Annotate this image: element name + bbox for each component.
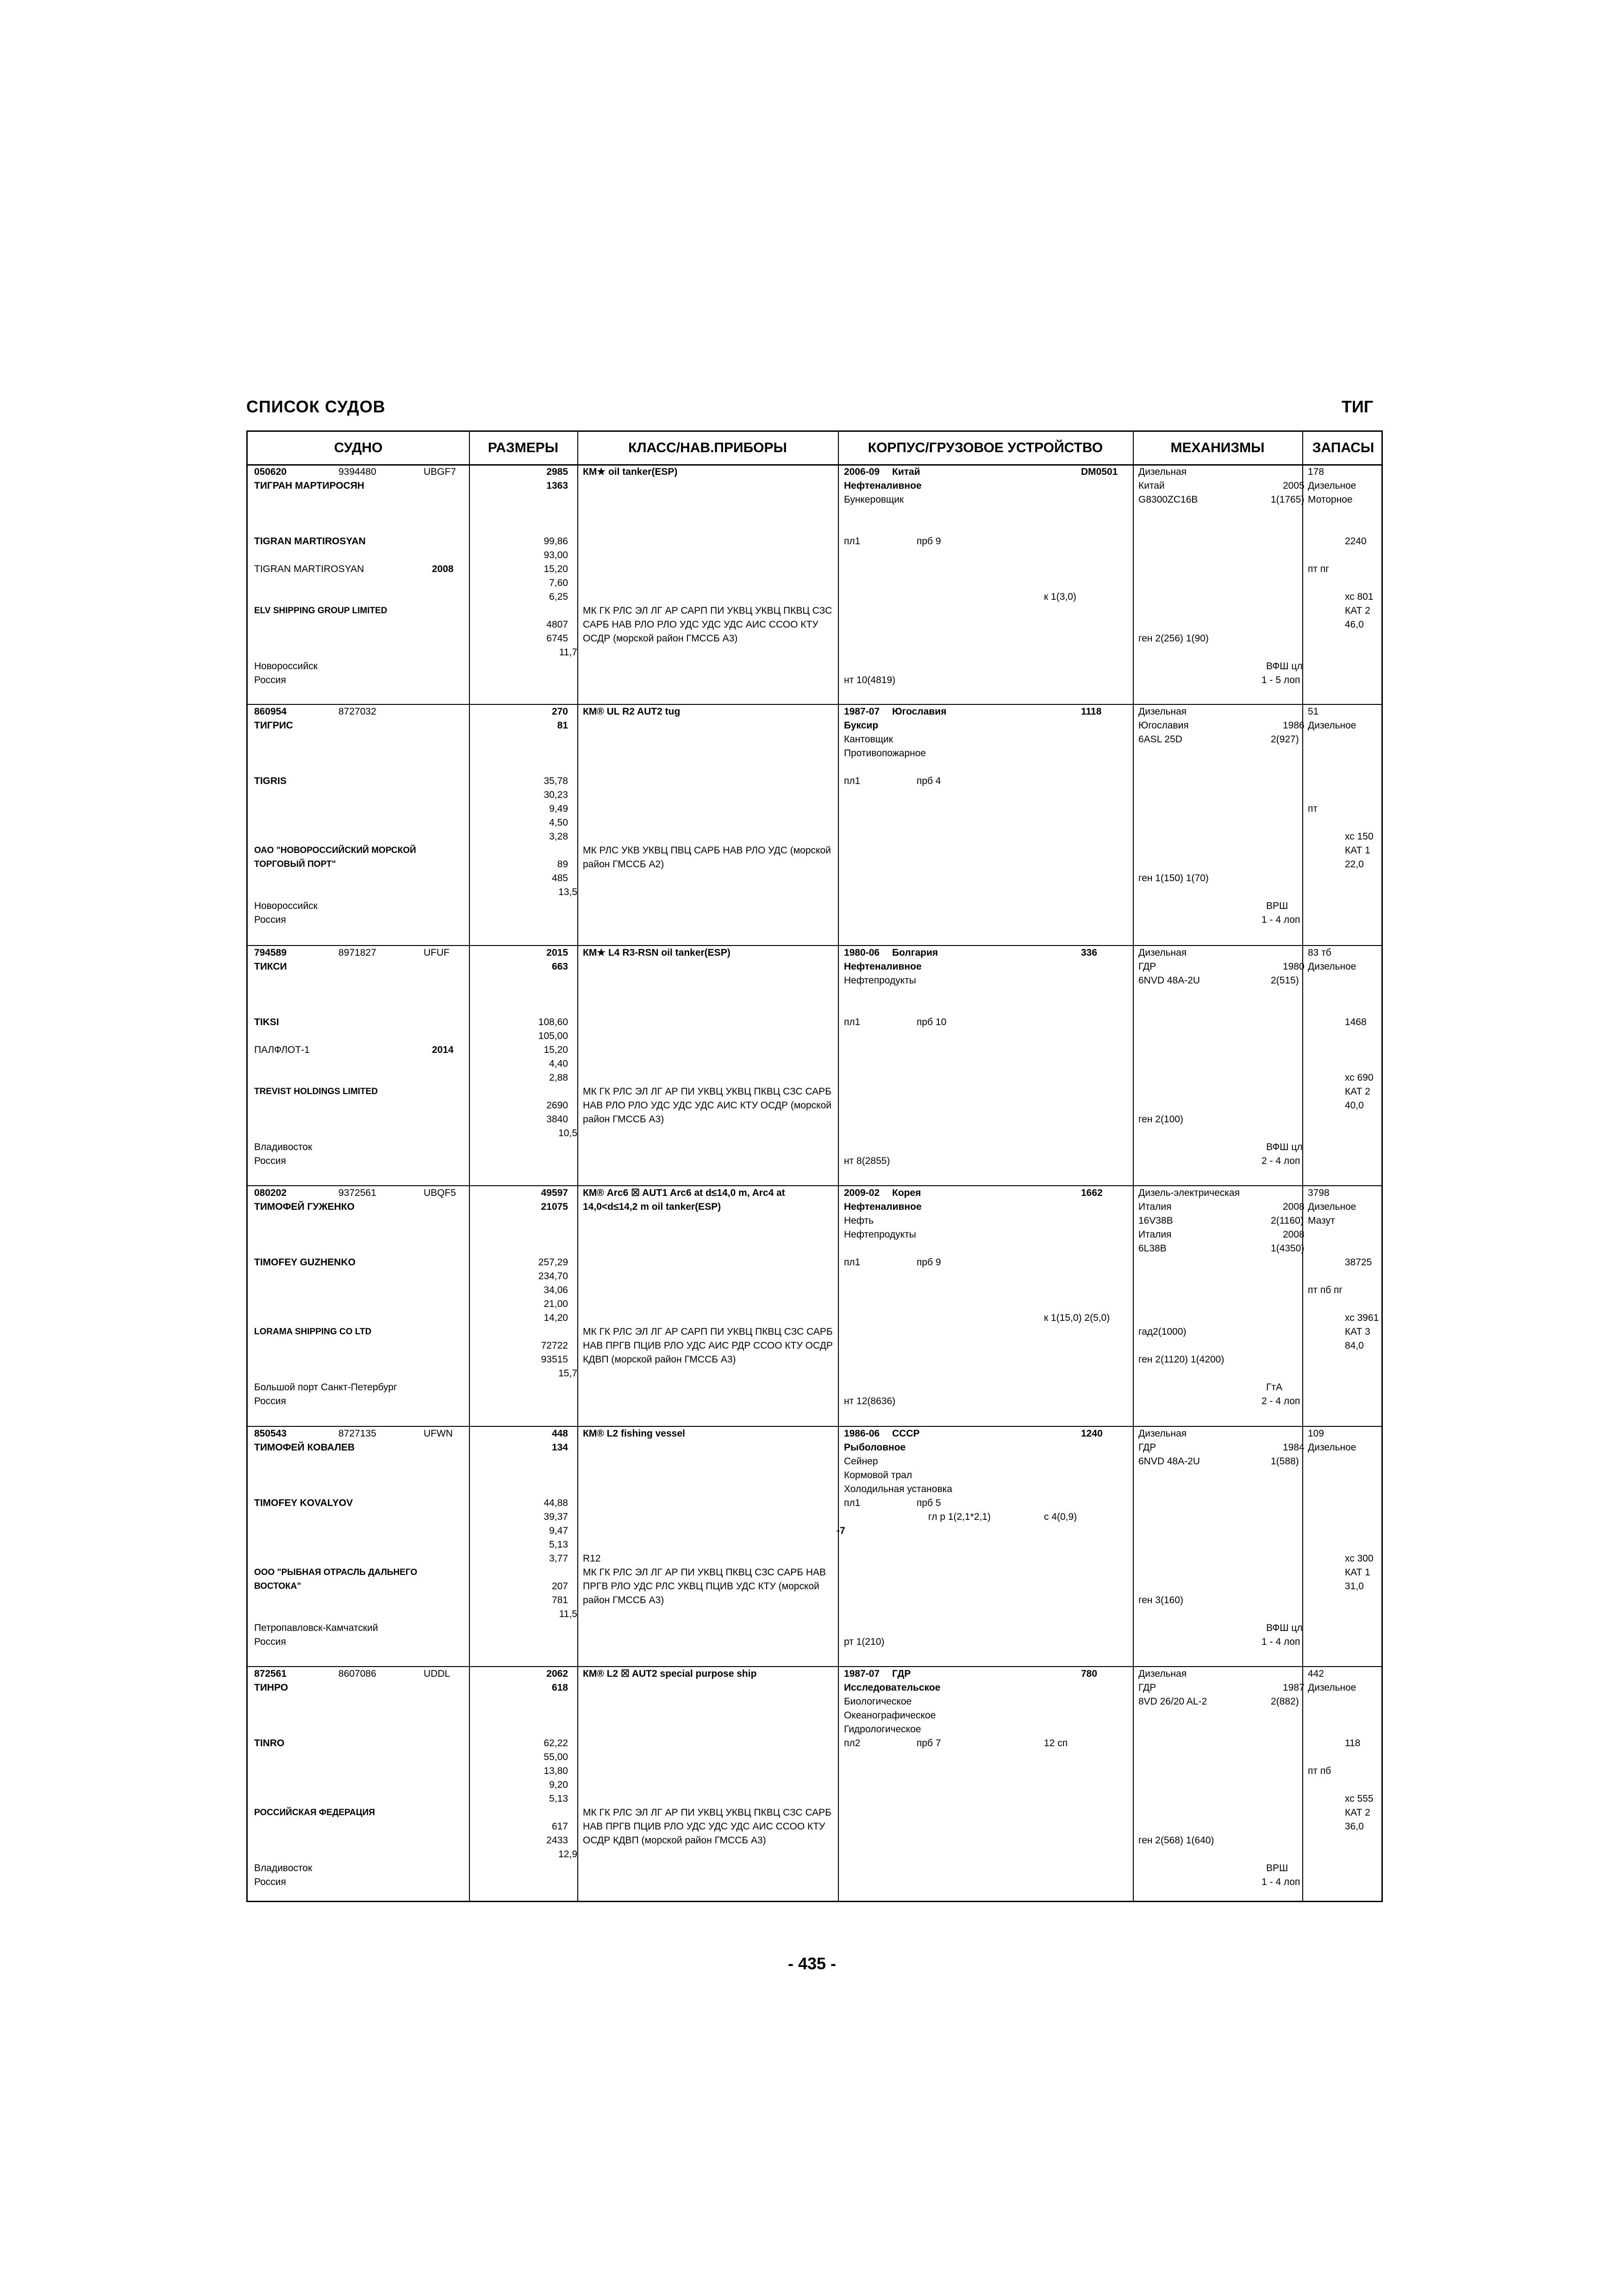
stores-category: КАТ 2 [1345, 605, 1370, 616]
ship-name: ТИКСИ [254, 961, 287, 972]
flag: Россия [254, 915, 286, 925]
former-year: 2014 [432, 1045, 454, 1055]
build-country: Болгария [892, 947, 938, 958]
dimension-value: 21075 [541, 1201, 568, 1212]
class-notation: КМ® L2 fishing vessel [583, 1428, 685, 1439]
dimension-value: 134 [551, 1442, 568, 1453]
engine-model: 8VD 26/20 AL-2 [1138, 1696, 1207, 1707]
dimension-value: 49597 [541, 1188, 568, 1198]
dimension-value: 4807 [546, 619, 568, 630]
engine-type: Дизельная [1138, 947, 1187, 958]
dimension-value: 2015 [546, 947, 568, 958]
nav-equipment: МК ГК РЛС ЭЛ ЛГ АР ПИ УКВЦ УКВЦ ПКВЦ СЗС САРБ НАВ ПРГВ ПЦИВ РЛО УДС УДС УДС АИС ССОО КТУ ОСДР КДВП (морской район ГМССБ А3) [583, 1807, 831, 1846]
stores-fuel: Дизельное [1308, 1442, 1356, 1453]
dimension-value: 15,20 [543, 564, 568, 574]
engine-year: 1984 [1283, 1442, 1305, 1453]
ship-name-latin: TIGRAN MARTIROSYAN [254, 536, 366, 547]
call-sign: UDDL [424, 1668, 450, 1679]
reg-number: 080202 [254, 1188, 287, 1198]
ship-name-latin: TIGRIS [254, 776, 287, 786]
bulkheads: прб 9 [917, 536, 941, 547]
engine-model: 6ASL 25D [1138, 734, 1182, 745]
dimension-value: 5,13 [549, 1539, 568, 1550]
owner: ОАО "НОВОРОССИЙСКИЙ МОРСКОЙ ТОРГОВЫЙ ПОРТ" [254, 846, 416, 869]
ship-subtype: Нефтепродукты [844, 975, 916, 986]
imo-number: 8727032 [338, 706, 376, 717]
flag: Россия [254, 675, 286, 685]
dimension-value: 93515 [541, 1354, 568, 1365]
former-name: ПАЛФЛОТ-1 [254, 1045, 310, 1055]
generators: ген 2(100) [1138, 1114, 1184, 1125]
generators: ген 1(150) 1(70) [1138, 873, 1209, 884]
former-name: TIGRAN MARTIROSYAN [254, 564, 364, 574]
stores-value: 36,0 [1345, 1821, 1364, 1832]
ship-name-latin: TIMOFEY KOVALYOV [254, 1498, 353, 1508]
nav-equipment: МК ГК РЛС ЭЛ ЛГ АР САРП ПИ УКВЦ УКВЦ ПКВЦ СЗС САРБ НАВ РЛО РЛО УДС УДС УДС АИС ССОО КТУ ОСДР (морской район ГМССБ А3) [583, 605, 832, 644]
ice-note: -7 [837, 1525, 845, 1536]
stores-capacity: 178 [1308, 467, 1324, 477]
engine-type: Дизель-электрическая [1138, 1188, 1240, 1198]
nt-count: нт 12(8636) [844, 1396, 896, 1406]
bulkheads: прб 4 [917, 776, 941, 786]
generators: ген 2(1120) 1(4200) [1138, 1354, 1224, 1365]
propeller-blades: 1 - 4 лоп [1262, 1877, 1300, 1887]
stores-range: 1468 [1345, 1017, 1367, 1027]
stores-fuel-2: Моторное [1308, 494, 1353, 505]
dimension-value: 15,20 [543, 1045, 568, 1055]
stores-category: КАТ 1 [1345, 1567, 1370, 1578]
page-number: - 435 - [787, 1954, 837, 1973]
build-country: Корея [892, 1188, 921, 1198]
dimension-value: 663 [551, 961, 568, 972]
engine-power: 1(1765) [1271, 494, 1305, 505]
dimension-value: 781 [551, 1595, 568, 1605]
stores-fuel: Дизельное [1308, 480, 1356, 491]
engine-type: Дизельная [1138, 467, 1187, 477]
build-date: 2006-09 [844, 467, 880, 477]
home-port: Новороссийск [254, 901, 318, 911]
stores-xs: хс 150 [1345, 831, 1374, 842]
nt-count: рт 1(210) [844, 1636, 885, 1647]
imo-number: 8727135 [338, 1428, 376, 1439]
ship-type: Нефтеналивное [844, 480, 922, 491]
bulkheads: прб 7 [917, 1738, 941, 1748]
build-date: 1987-07 [844, 706, 880, 717]
propeller: ГтА [1266, 1382, 1282, 1393]
imo-number: 9372561 [338, 1188, 376, 1198]
stores-value: 31,0 [1345, 1581, 1364, 1592]
stores-range: 38725 [1345, 1257, 1372, 1268]
stores-value: 84,0 [1345, 1340, 1364, 1351]
owner: ELV SHIPPING GROUP LIMITED [254, 606, 387, 616]
stores-supplies: пт пб [1308, 1766, 1331, 1776]
dimension-value: 10,5 [558, 1128, 577, 1139]
build-country: ГДР [892, 1668, 911, 1679]
dimension-value: 62,22 [543, 1738, 568, 1748]
dimension-value: 234,70 [538, 1271, 568, 1282]
dimension-value: 72722 [541, 1340, 568, 1351]
stores-category: КАТ 2 [1345, 1086, 1370, 1097]
dimension-value: 207 [551, 1581, 568, 1592]
cargo-equipment: к 1(3,0) [1044, 591, 1076, 602]
yard-number: DM0501 [1081, 467, 1118, 477]
propeller: ВФШ цл [1266, 1623, 1303, 1633]
dimension-value: 6745 [546, 633, 568, 644]
engine-model: 16V38B [1138, 1215, 1173, 1226]
propeller: ВФШ цл [1266, 1142, 1303, 1152]
dimension-value: 3,28 [549, 831, 568, 842]
ship-type: Нефтеналивное [844, 961, 922, 972]
decks: пл2 [844, 1738, 861, 1748]
ship-subtype: Сейнер [844, 1456, 878, 1467]
ship-subtype: Нефть [844, 1215, 874, 1226]
stores-range: 118 [1345, 1738, 1361, 1748]
col-header-machinery: МЕХАНИЗМЫ [1170, 440, 1265, 455]
ship-type: Исследовательское [844, 1682, 941, 1693]
dimension-value: 35,78 [543, 776, 568, 786]
dimension-value: 3,77 [549, 1553, 568, 1564]
yard-number: 336 [1081, 947, 1098, 958]
engine-country-2: Италия [1138, 1229, 1172, 1240]
owner: ООО "РЫБНАЯ ОТРАСЛЬ ДАЛЬНЕГО ВОСТОКА" [254, 1568, 418, 1591]
build-date: 1980-06 [844, 947, 880, 958]
dimension-value: 44,88 [543, 1498, 568, 1508]
stores-fuel: Дизельное [1308, 1201, 1356, 1212]
home-port: Новороссийск [254, 661, 318, 672]
ship-name: ТИМОФЕЙ ГУЖЕНКО [254, 1201, 355, 1212]
bulkheads: прб 9 [917, 1257, 941, 1268]
class-notation: КМ★ L4 R3-RSN oil tanker(ESP) [583, 947, 731, 958]
dimension-value: 485 [551, 873, 568, 884]
former-year: 2008 [432, 564, 454, 574]
engine-year: 1980 [1283, 961, 1305, 972]
imo-number: 8971827 [338, 947, 376, 958]
reg-number: 050620 [254, 467, 287, 477]
cargo-equipment: к 1(15,0) 2(5,0) [1044, 1313, 1110, 1323]
engine-year: 1987 [1283, 1682, 1305, 1693]
dimension-value: 21,00 [543, 1299, 568, 1309]
propeller: ВФШ цл [1266, 661, 1303, 672]
ship-name-latin: TIKSI [254, 1017, 279, 1027]
nav-equipment: МК ГК РЛС ЭЛ ЛГ АР ПИ УКВЦ УКВЦ ПКВЦ СЗС САРБ НАВ РЛО РЛО УДС УДС УДС АИС КТУ ОСДР (морской район ГМССБ А3) [583, 1086, 831, 1125]
build-country: СССР [892, 1428, 920, 1439]
call-sign: UFUF [424, 947, 450, 958]
stores-xs: хс 555 [1345, 1793, 1374, 1804]
class-notation: КМ® Arc6 ☒ AUT1 Arc6 at d≤14,0 m, Arc4 at 14,0<d≤14,2 m oil tanker(ESP) [583, 1188, 785, 1212]
dimension-value: 2985 [546, 467, 568, 477]
home-port: Владивосток [254, 1142, 312, 1152]
engine-power: 2(927) [1271, 734, 1299, 745]
decks: пл1 [844, 776, 861, 786]
dimension-value: 9,47 [549, 1525, 568, 1536]
ship-subtype-3: Гидрологическое [844, 1724, 921, 1735]
stores-supplies: пт пб пг [1308, 1285, 1343, 1295]
dimension-value: 4,50 [549, 817, 568, 828]
col-header-class: КЛАСС/НАВ.ПРИБОРЫ [628, 440, 787, 455]
cargo-equipment: 12 сп [1044, 1738, 1068, 1748]
engine-country: ГДР [1138, 961, 1156, 972]
stores-value: 46,0 [1345, 619, 1364, 630]
ship-subtype: Бункеровщик [844, 494, 904, 505]
dimension-value: 99,86 [543, 536, 568, 547]
dimension-value: 108,60 [538, 1017, 568, 1027]
dimension-value: 34,06 [543, 1285, 568, 1295]
dimension-value: 30,23 [543, 790, 568, 800]
propeller-blades: 1 - 4 лоп [1262, 915, 1300, 925]
engine-power: 1(588) [1271, 1456, 1299, 1467]
section-title: ТИГ [1342, 397, 1374, 416]
engine-type: Дизельная [1138, 706, 1187, 717]
flag: Россия [254, 1156, 286, 1166]
nt-count: нт 8(2855) [844, 1156, 890, 1166]
propeller: ВРШ [1266, 1863, 1288, 1873]
dimension-value: 55,00 [543, 1752, 568, 1762]
stores-xs: хс 690 [1345, 1072, 1374, 1083]
page-title: СПИСОК СУДОВ [246, 397, 386, 416]
nav-equipment: МК ГК РЛС ЭЛ ЛГ АР САРП ПИ УКВЦ ПКВЦ СЗС САРБ НАВ ПРГВ ПЦИВ РЛО УДС АИС РДР ССОО КТУ ОСДР КДВП (морской район ГМССБ А3) [583, 1326, 833, 1365]
nt-count: нт 10(4819) [844, 675, 896, 685]
dimension-value: 4,40 [549, 1058, 568, 1069]
dimension-value: 9,49 [549, 803, 568, 814]
stores-xs: хс 801 [1345, 591, 1374, 602]
engine-power: 2(882) [1271, 1696, 1299, 1707]
dimension-value: 13,80 [543, 1766, 568, 1776]
home-port: Владивосток [254, 1863, 312, 1873]
decks: пл1 [844, 1498, 861, 1508]
reg-number: 850543 [254, 1428, 287, 1439]
dimension-value: 2690 [546, 1100, 568, 1111]
col-header-stores: ЗАПАСЫ [1312, 440, 1374, 455]
nav-equipment: МК ГК РЛС ЭЛ ЛГ АР ПИ УКВЦ ПКВЦ СЗС САРБ НАВ ПРГВ РЛО УДС РЛС УКВЦ ПЦИВ УДС КТУ (морской район ГМССБ А3) [583, 1567, 826, 1605]
stores-capacity: 83 тб [1308, 947, 1331, 958]
flag: Россия [254, 1636, 286, 1647]
dimension-value: 618 [551, 1682, 568, 1693]
engine-power-2: 1(4350) [1271, 1243, 1305, 1254]
dimension-value: 448 [551, 1428, 568, 1439]
dimension-value: 93,00 [543, 550, 568, 560]
flag: Россия [254, 1396, 286, 1406]
dimension-value: 81 [557, 720, 568, 731]
engine-model: 6NVD 48A-2U [1138, 975, 1200, 986]
stores-fuel: Дизельное [1308, 720, 1356, 731]
dimension-value: 89 [557, 859, 568, 870]
ship-subtype-2: Противопожарное [844, 748, 926, 759]
col-header-dims: РАЗМЕРЫ [487, 440, 559, 455]
stores-capacity: 442 [1308, 1668, 1324, 1679]
stores-category: КАТ 2 [1345, 1807, 1370, 1818]
ship-name: ТИГРИС [254, 720, 294, 731]
ship-subtype-2: Океанографическое [844, 1710, 936, 1721]
imo-number: 8607086 [338, 1668, 376, 1679]
reg-number: 794589 [254, 947, 287, 958]
stores-fuel-2: Мазут [1308, 1215, 1335, 1226]
engine-year: 2008 [1283, 1201, 1305, 1212]
dimension-value: 257,29 [538, 1257, 568, 1268]
engine-country: ГДР [1138, 1442, 1156, 1453]
dimension-value: 2,88 [549, 1072, 568, 1083]
dimension-value: 5,13 [549, 1793, 568, 1804]
owner: РОССИЙСКАЯ ФЕДЕРАЦИЯ [254, 1808, 375, 1817]
call-sign: UFWN [424, 1428, 453, 1439]
stores-category: КАТ 3 [1345, 1326, 1370, 1337]
engine-country: Китай [1138, 480, 1165, 491]
nav-equipment: МК РЛС УКВ УКВЦ ПВЦ САРБ НАВ РЛО УДС (морской район ГМССБ А2) [583, 845, 831, 870]
ship-subtype-3: Холодильная установка [844, 1484, 952, 1494]
build-date: 1986-06 [844, 1428, 880, 1439]
dimension-value: 2433 [546, 1835, 568, 1846]
ship-type: Рыболовное [844, 1442, 906, 1453]
decks: пл1 [844, 536, 861, 547]
ship-name-latin: TIMOFEY GUZHENKO [254, 1257, 356, 1268]
propeller-blades: 1 - 5 лоп [1262, 675, 1300, 685]
dimension-value: 617 [551, 1821, 568, 1832]
col-header-hull: КОРПУС/ГРУЗОВОЕ УСТРОЙСТВО [868, 440, 1103, 455]
dimension-value: 105,00 [538, 1031, 568, 1041]
stores-xs: хс 300 [1345, 1553, 1374, 1564]
yard-number: 1118 [1081, 706, 1102, 717]
engine-power: 2(1160) [1271, 1215, 1304, 1226]
call-sign: UBGF7 [424, 467, 456, 477]
ship-type: Буксир [844, 720, 879, 731]
owner: LORAMA SHIPPING CO LTD [254, 1327, 372, 1337]
home-port: Петропавловск-Камчатский [254, 1623, 378, 1633]
generators: ген 2(256) 1(90) [1138, 633, 1209, 644]
engine-country: Югославия [1138, 720, 1189, 731]
stores-value: 22,0 [1345, 859, 1364, 870]
ship-name: ТИМОФЕЙ КОВАЛЕВ [254, 1442, 355, 1453]
stores-capacity: 3798 [1308, 1188, 1330, 1198]
class-notation: КМ® L2 ☒ AUT2 special purpose ship [583, 1668, 757, 1679]
owner: TREVIST HOLDINGS LIMITED [254, 1087, 378, 1096]
dimension-value: 12,9 [558, 1849, 577, 1860]
imo-number: 9394480 [338, 467, 376, 477]
col-header-ship: СУДНО [334, 440, 383, 455]
ship-subtype-2: Кормовой трал [844, 1470, 912, 1481]
engine-year: 1986 [1283, 720, 1305, 731]
build-date: 2009-02 [844, 1188, 880, 1198]
engine-year-2: 2008 [1283, 1229, 1305, 1240]
stores-fuel: Дизельное [1308, 1682, 1356, 1693]
engine-type: Дизельная [1138, 1668, 1187, 1679]
stores-capacity: 109 [1308, 1428, 1324, 1439]
reg-number: 872561 [254, 1668, 287, 1679]
dimension-value: 1363 [546, 480, 568, 491]
class-notation: КМ★ oil tanker(ESP) [583, 467, 678, 477]
call-sign: UBQF5 [424, 1188, 456, 1198]
bulkheads: прб 10 [917, 1017, 947, 1027]
dimension-value: 7,60 [549, 578, 568, 588]
build-country: Китай [892, 467, 920, 477]
yard-number: 1240 [1081, 1428, 1103, 1439]
ship-subtype: Биологическое [844, 1696, 912, 1707]
dimension-value: 3840 [546, 1114, 568, 1125]
flag: Россия [254, 1877, 286, 1887]
stores-xs: хс 3961 [1345, 1313, 1379, 1323]
reg-number: 860954 [254, 706, 287, 717]
engine-power: 2(515) [1271, 975, 1299, 986]
ship-register-table [246, 430, 1383, 1902]
propeller-blades: 2 - 4 лоп [1262, 1156, 1300, 1166]
home-port: Большой порт Санкт-Петербург [254, 1382, 397, 1393]
engine-year: 2005 [1283, 480, 1305, 491]
yard-number: 1662 [1081, 1188, 1103, 1198]
ship-type: Нефтеналивное [844, 1201, 922, 1212]
propeller-blades: 2 - 4 лоп [1262, 1396, 1300, 1406]
propeller: ВРШ [1266, 901, 1288, 911]
decks: пл1 [844, 1257, 861, 1268]
dimension-value: 11,5 [559, 1609, 577, 1619]
engine-model: 6NVD 48A-2U [1138, 1456, 1200, 1467]
propeller-blades: 1 - 4 лоп [1262, 1636, 1300, 1647]
cargo-gear: гл р 1(2,1*2,1) [928, 1512, 991, 1522]
bulkheads: прб 5 [917, 1498, 941, 1508]
class-notation: КМ® UL R2 AUT2 tug [583, 706, 681, 717]
engine-model-2: 6L38B [1138, 1243, 1167, 1254]
generators: ген 2(568) 1(640) [1138, 1835, 1214, 1846]
dimension-value: 14,20 [543, 1313, 568, 1323]
dimension-value: 9,20 [549, 1780, 568, 1790]
engine-country: Италия [1138, 1201, 1172, 1212]
decks: пл1 [844, 1017, 861, 1027]
dimension-value: 13,5 [558, 887, 577, 897]
stores-fuel: Дизельное [1308, 961, 1356, 972]
dimension-value: 39,37 [543, 1512, 568, 1522]
ship-subtype: Кантовщик [844, 734, 893, 745]
engine-type: Дизельная [1138, 1428, 1187, 1439]
dimension-value: 270 [551, 706, 568, 717]
dimension-value: 11,7 [559, 647, 577, 658]
engine-model: G8300ZC16B [1138, 494, 1198, 505]
generators-aux: гад2(1000) [1138, 1326, 1187, 1337]
yard-number: 780 [1081, 1668, 1098, 1679]
stores-capacity: 51 [1308, 706, 1319, 717]
engine-country: ГДР [1138, 1682, 1156, 1693]
dimension-value: 15,7 [558, 1368, 577, 1379]
ship-name: ТИГРАН МАРТИРОСЯН [254, 480, 364, 491]
build-date: 1987-07 [844, 1668, 880, 1679]
ship-name: ТИНРО [254, 1682, 288, 1693]
stores-supplies: пт [1308, 803, 1318, 814]
cargo-equipment: с 4(0,9) [1044, 1512, 1077, 1522]
ship-subtype-2: Нефтепродукты [844, 1229, 916, 1240]
generators: ген 3(160) [1138, 1595, 1184, 1605]
dimension-value: 2062 [546, 1668, 568, 1679]
ship-name-latin: TINRO [254, 1738, 285, 1748]
stores-value: 40,0 [1345, 1100, 1364, 1111]
stores-category: КАТ 1 [1345, 845, 1370, 856]
nav-prefix: R12 [583, 1553, 601, 1564]
build-country: Югославия [892, 706, 947, 717]
dimension-value: 6,25 [549, 591, 568, 602]
stores-range: 2240 [1345, 536, 1367, 547]
stores-supplies: пт пг [1308, 564, 1329, 574]
